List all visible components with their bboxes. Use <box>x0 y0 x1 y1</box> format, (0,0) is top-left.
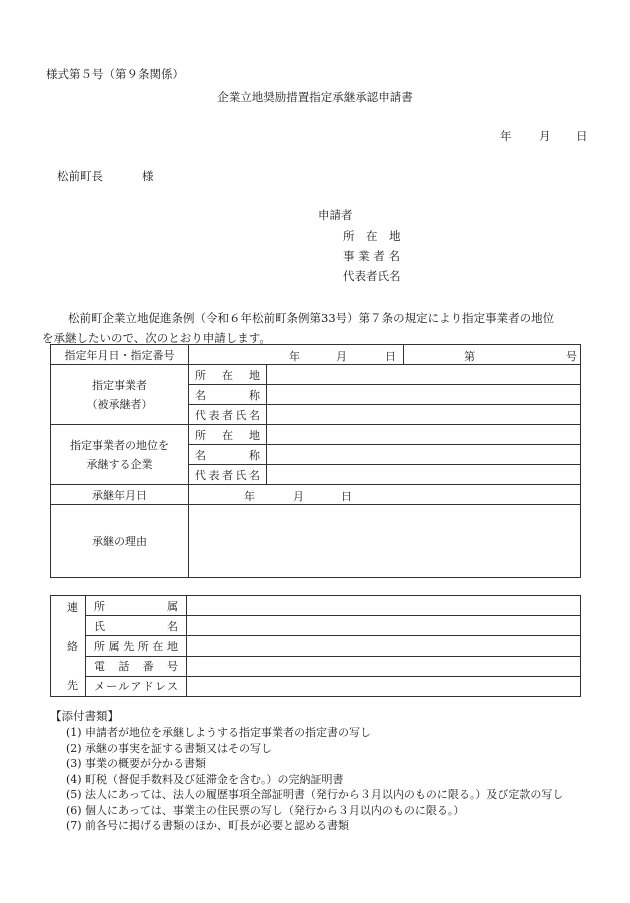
contact-email-label: メールアドレス <box>86 676 187 696</box>
attachment-item: (5) 法人にあっては、法人の履歴事項全部証明書（発行から３月以内のものに限る。）及び定款の写し <box>66 788 564 801</box>
document-title: 企業立地奨励措置指定承継承認申請書 <box>217 90 413 104</box>
applicant-address-label: 所 在 地 <box>343 229 401 243</box>
contact-email-field[interactable] <box>187 676 581 696</box>
reason-field[interactable] <box>189 505 581 578</box>
form-number: 様式第５号（第９条関係） <box>46 67 184 81</box>
date-day-label: 日 <box>576 129 588 143</box>
predecessor-label-cell <box>51 365 189 425</box>
date-month-label: 月 <box>539 129 551 143</box>
designation-date-cell[interactable] <box>189 345 404 365</box>
addressee-honorific: 様 <box>142 169 154 183</box>
contact-department-label: 所属 <box>86 596 187 616</box>
successor-label-1: 指定事業者の地位を <box>70 438 169 452</box>
designation-no-prefix: 第 <box>464 350 475 363</box>
attachments-list <box>66 725 596 834</box>
successor-name-field[interactable] <box>267 445 581 465</box>
successor-address-label: 所在地 <box>189 425 267 445</box>
intro-line-1: 松前町企業立地促進条例（令和６年松前町条例第33号）第７条の規定により指定事業者の地位 <box>68 311 555 325</box>
designation-number-cell[interactable] <box>404 345 581 365</box>
attachments-heading: 【添付書類】 <box>50 709 119 723</box>
attachment-item: (2) 承継の事実を証する書類又はその写し <box>66 741 272 755</box>
predecessor-representative-label: 代表者氏名 <box>189 405 267 425</box>
successor-address-field[interactable] <box>267 425 581 445</box>
contact-phone-field[interactable] <box>187 656 581 676</box>
designation-label: 指定年月日・指定番号 <box>51 345 189 365</box>
attachment-item: (3) 事業の概要が分かる書類 <box>66 757 206 770</box>
succession-date-label: 承継年月日 <box>51 485 189 505</box>
contact-side-label <box>51 596 86 697</box>
contact-department-field[interactable] <box>187 596 581 616</box>
contact-name-label: 氏名 <box>86 616 187 636</box>
designation-year: 年 <box>289 350 300 363</box>
predecessor-representative-field[interactable] <box>267 405 581 425</box>
applicant-business-name-label: 事 業 者 名 <box>343 249 400 263</box>
predecessor-label-1: 指定事業者 <box>92 378 147 392</box>
contact-phone-label: 電話番号 <box>86 656 187 676</box>
predecessor-address-label: 所在地 <box>189 365 267 385</box>
successor-name-label: 名称 <box>189 445 267 465</box>
designation-month: 月 <box>336 350 347 363</box>
designation-day: 日 <box>385 350 396 363</box>
successor-label-cell <box>51 425 189 485</box>
designation-no-suffix: 号 <box>566 350 577 363</box>
succession-day: 日 <box>341 490 352 503</box>
contact-side-char-1: 連 <box>67 601 78 614</box>
attachment-item: (6) 個人にあっては、事業主の住民票の写し（発行から３月以内のものに限る。） <box>66 803 465 817</box>
predecessor-label-2: （被承継者） <box>86 397 153 411</box>
contact-name-field[interactable] <box>187 616 581 636</box>
intro-paragraph <box>42 308 590 348</box>
contact-table <box>50 595 581 697</box>
contact-side-char-2: 絡 <box>67 640 78 653</box>
predecessor-address-field[interactable] <box>267 365 581 385</box>
succession-month: 月 <box>293 490 304 503</box>
intro-line-2: を承継したいので、次のとおり申請します。 <box>42 331 271 345</box>
date-year-label: 年 <box>500 129 512 143</box>
predecessor-name-label: 名称 <box>189 385 267 405</box>
applicant-label: 申請者 <box>318 208 353 222</box>
attachment-item: (7) 前各号に掲げる書類のほか、町長が必要と認める書類 <box>66 819 349 832</box>
attachment-item: (1) 申請者が地位を承継しようする指定事業者の指定書の写し <box>66 726 371 739</box>
contact-side-char-3: 先 <box>67 679 78 692</box>
contact-office-address-label: 所属先所在地 <box>86 636 187 656</box>
contact-office-address-field[interactable] <box>187 636 581 656</box>
succession-year: 年 <box>244 490 255 503</box>
addressee-name: 松前町長 <box>57 169 103 183</box>
reason-label: 承継の理由 <box>51 505 189 578</box>
attachment-item: (4) 町税（督促手数料及び延滞金を含む。）の完納証明書 <box>66 772 344 786</box>
succession-date-field[interactable] <box>189 485 581 505</box>
predecessor-name-field[interactable] <box>267 385 581 405</box>
successor-representative-field[interactable] <box>267 465 581 485</box>
main-table <box>50 344 581 578</box>
applicant-representative-label: 代表者氏名 <box>343 269 401 283</box>
successor-representative-label: 代表者氏名 <box>189 465 267 485</box>
successor-label-2: 承継する企業 <box>86 457 153 471</box>
